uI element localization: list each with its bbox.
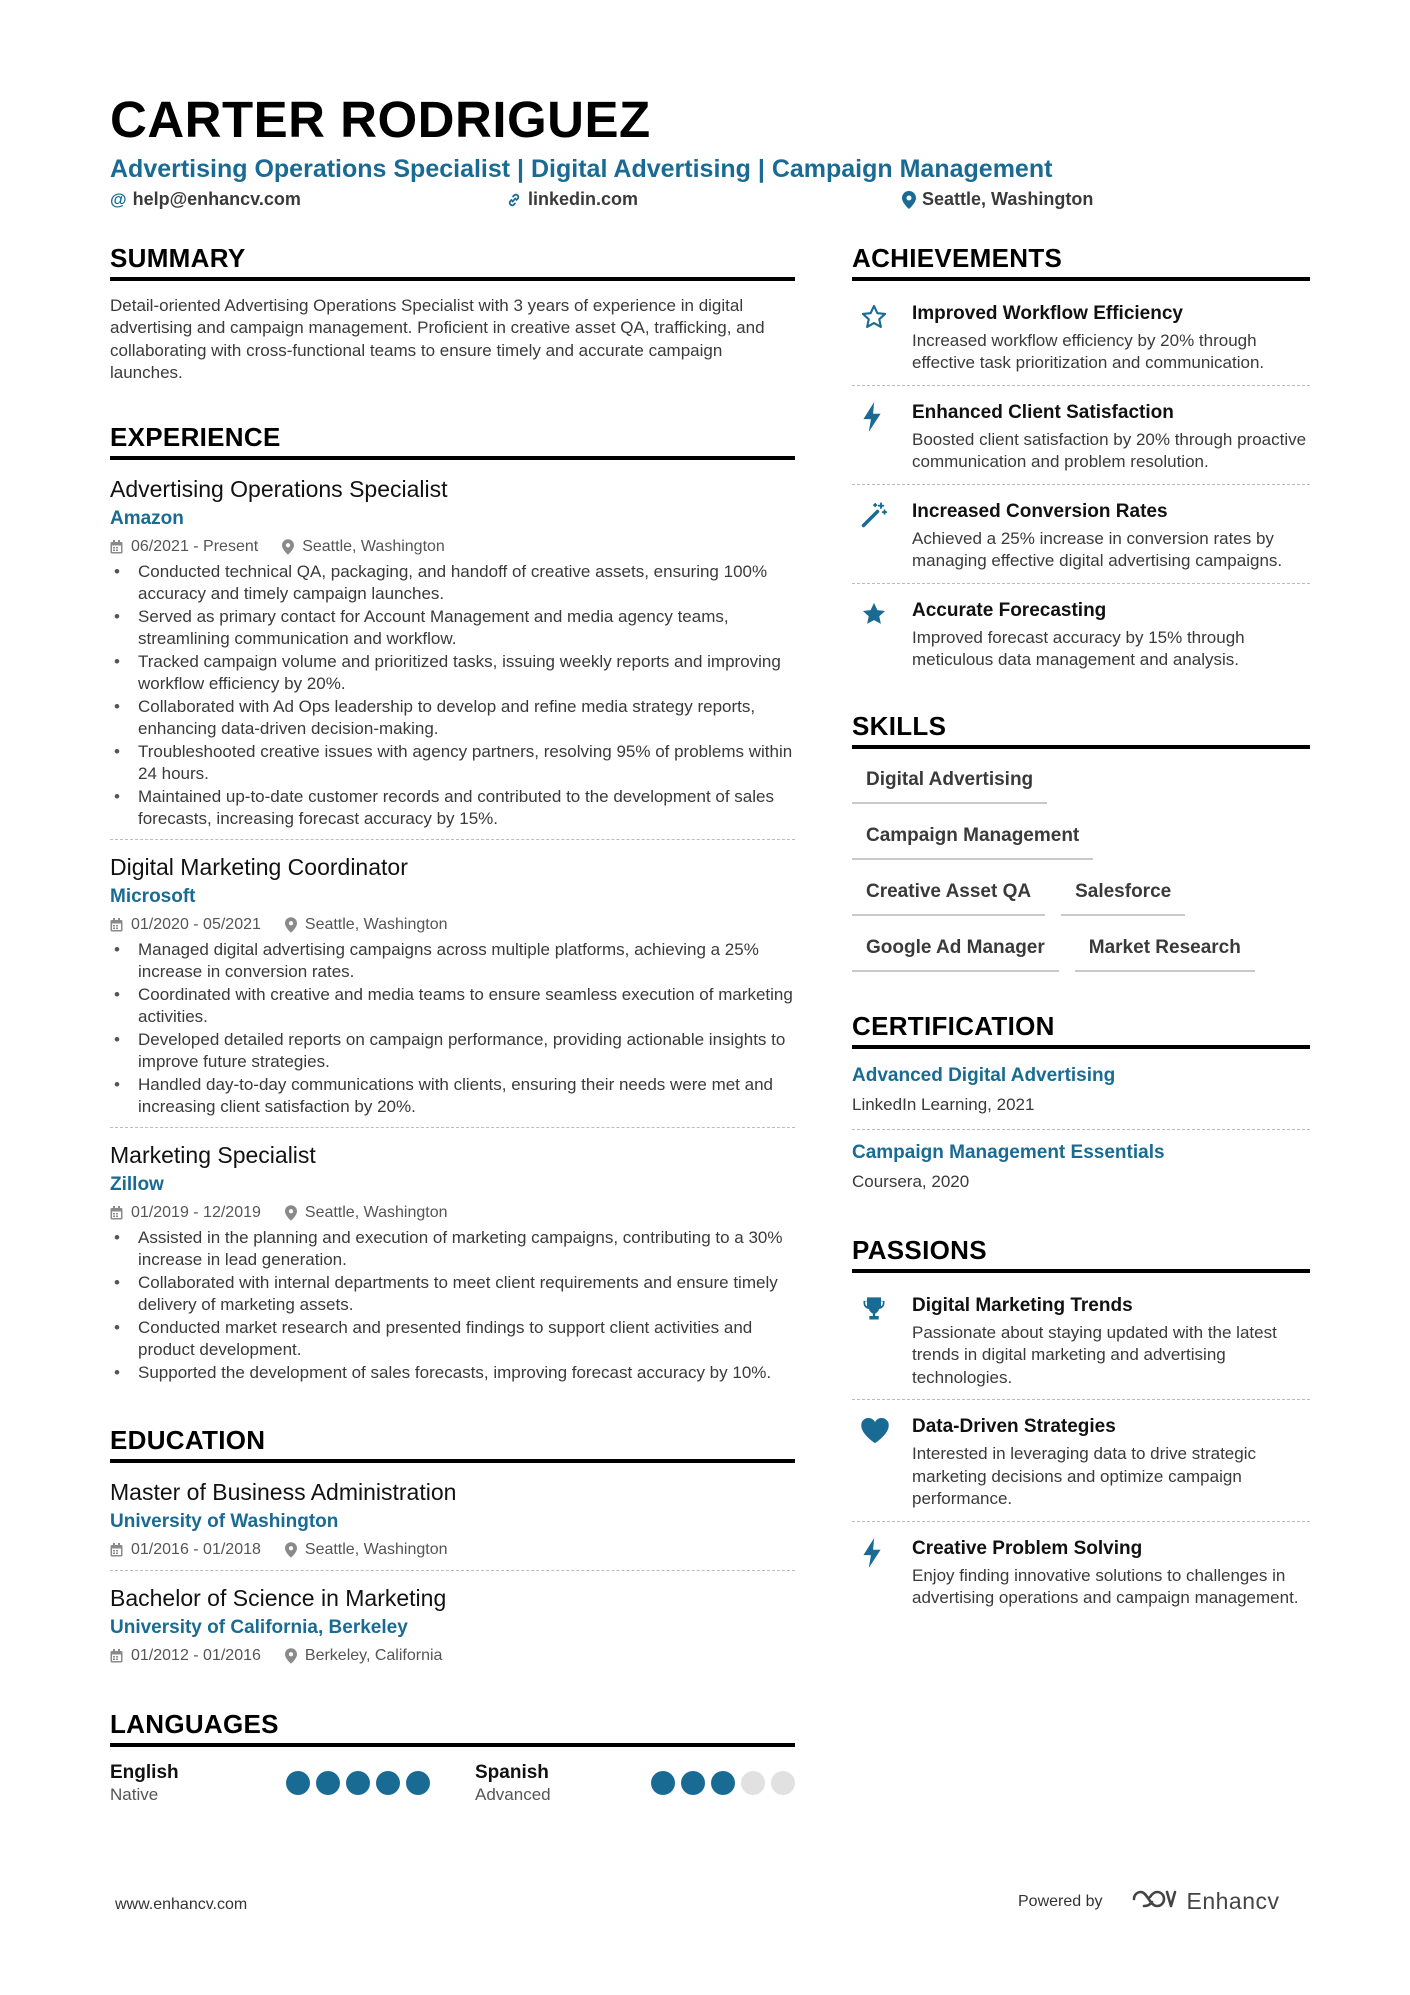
magic-wand-icon <box>852 499 912 573</box>
right-column <box>852 244 1310 1620</box>
bullet: • Maintained up-to-date customer records and contributed to the development of sales forecasts, increasing forecast accuracy by 15%. <box>110 786 795 831</box>
achievement-title: Improved Workflow Efficiency <box>912 302 1183 324</box>
certification-item <box>852 1063 1310 1130</box>
education-location-text: Berkeley, California <box>304 1647 443 1665</box>
achievement-item <box>852 592 1310 682</box>
education-item <box>110 1477 795 1571</box>
job-title: Advertising Operations Specialist <box>110 475 448 502</box>
summary-text: Detail-oriented Advertising Operations Specialist with 3 years of experience in digital advertising and campaign management. Proficient in creative asset QA, trafficking, and collaborating with cross-functional teams to ensure timely and accurate campaign launches. <box>110 295 765 383</box>
skill-tag: Creative Asset QA <box>852 875 1045 916</box>
passions-section <box>852 1236 1310 1620</box>
skills-section <box>852 712 1310 972</box>
passion-item <box>852 1287 1310 1401</box>
contact-email[interactable] <box>110 189 301 210</box>
bolt-icon <box>852 1536 912 1610</box>
certification-issuer: Coursera, 2020 <box>852 1171 970 1191</box>
bullet: • Developed detailed reports on campaign performance, providing actionable insights to improve future strategies. <box>110 1029 795 1074</box>
company-name: Microsoft <box>110 885 196 907</box>
job-bullets <box>110 939 795 1119</box>
achievements-section <box>852 244 1310 682</box>
job-meta <box>110 535 795 559</box>
bullet: • Managed digital advertising campaigns across multiple platforms, achieving a 25% increase in conversion rates. <box>110 939 795 984</box>
bullet: • Assisted in the planning and execution of marketing campaigns, contributing to a 30% increase in lead generation. <box>110 1227 795 1272</box>
contact-linkedin[interactable] <box>506 189 638 210</box>
experience-section <box>110 423 795 1392</box>
job-title: Marketing Specialist <box>110 1141 316 1168</box>
passion-desc: Passionate about staying updated with the latest trends in digital marketing and advertising technologies. <box>912 1322 1277 1387</box>
achievement-desc: Improved forecast accuracy by 15% through meticulous data management and analysis. <box>912 627 1245 670</box>
linkedin-text: linkedin.com <box>528 189 639 209</box>
skill-tag: Google Ad Manager <box>852 931 1059 972</box>
passion-desc: Interested in leveraging data to drive strategic marketing decisions and optimize campaign performance. <box>912 1444 1256 1509</box>
bullet: • Conducted market research and presented findings to support client activities and product development. <box>110 1317 795 1362</box>
rating-dot <box>316 1771 340 1795</box>
rating-dot <box>741 1771 765 1795</box>
degree: Bachelor of Science in Marketing <box>110 1585 447 1612</box>
experience-item <box>110 852 795 1128</box>
bullet: • Supported the development of sales forecasts, improving forecast accuracy by 10%. <box>110 1362 795 1385</box>
job-bullets <box>110 561 795 831</box>
education-item <box>110 1583 795 1676</box>
passion-item <box>852 1530 1310 1620</box>
achievement-title: Accurate Forecasting <box>912 599 1107 621</box>
achievement-desc: Achieved a 25% increase in conversion rates by managing effective digital advertising campaigns. <box>912 528 1283 571</box>
passion-desc: Enjoy finding innovative solutions to challenges in advertising operations and campaign management. <box>912 1565 1299 1608</box>
rating-dot <box>681 1771 705 1795</box>
calendar-icon <box>110 1206 123 1220</box>
location-text: Seattle, Washington <box>922 189 1094 209</box>
certification-item <box>852 1140 1310 1206</box>
calendar-icon <box>110 540 123 554</box>
achievement-title: Increased Conversion Rates <box>912 500 1168 522</box>
passion-title: Digital Marketing Trends <box>912 1294 1133 1316</box>
education-dates: 01/2016 - 01/2018 <box>131 1541 261 1559</box>
summary-heading: SUMMARY <box>110 244 795 281</box>
star-outline-icon <box>852 301 912 375</box>
calendar-icon <box>110 1543 123 1557</box>
education-location <box>285 1538 448 1562</box>
rating-dot <box>771 1771 795 1795</box>
location-pin-icon <box>285 1648 297 1664</box>
bullet: • Coordinated with creative and media teams to ensure seamless execution of marketing activities. <box>110 984 795 1029</box>
achievement-item <box>852 295 1310 386</box>
passion-title: Data-Driven Strategies <box>912 1416 1116 1438</box>
language-item <box>475 1761 795 1806</box>
heart-icon <box>852 1414 912 1511</box>
school-name: University of California, Berkeley <box>110 1617 408 1639</box>
certification-title: Campaign Management Essentials <box>852 1141 1165 1163</box>
headline: Advertising Operations Specialist | Digital Advertising | Campaign Management <box>110 155 1053 183</box>
passion-title: Creative Problem Solving <box>912 1537 1143 1559</box>
job-bullets <box>110 1227 795 1385</box>
passions-heading: PASSIONS <box>852 1236 1310 1273</box>
bullet: • Conducted technical QA, packaging, and handoff of creative assets, ensuring 100% accuracy and timely campaign launches. <box>110 561 795 606</box>
achievement-title: Enhanced Client Satisfaction <box>912 401 1174 423</box>
degree: Master of Business Administration <box>110 1479 457 1506</box>
education-meta <box>110 1538 795 1562</box>
language-rating <box>651 1771 795 1795</box>
bullet: • Troubleshooted creative issues with agency partners, resolving 95% of problems within 24 hours. <box>110 741 795 786</box>
job-dates: 06/2021 - Present <box>131 537 259 555</box>
skill-tag: Market Research <box>1075 931 1255 972</box>
education-heading: EDUCATION <box>110 1426 795 1463</box>
job-location-text: Seattle, Washington <box>304 1203 448 1221</box>
language-rating <box>286 1771 430 1795</box>
footer-branding[interactable] <box>1018 1887 1280 1916</box>
skill-tag: Campaign Management <box>852 819 1093 860</box>
language-name: Spanish <box>475 1762 549 1784</box>
company-name: Zillow <box>110 1173 164 1195</box>
star-filled-icon <box>852 598 912 672</box>
bullet: • Collaborated with Ad Ops leadership to develop and refine media strategy reports, enhancing data-driven decision-making. <box>110 696 795 741</box>
certification-section <box>852 1012 1310 1206</box>
rating-dot <box>346 1771 370 1795</box>
job-meta <box>110 1201 795 1225</box>
skills-heading: SKILLS <box>852 712 1310 749</box>
language-item <box>110 1761 430 1806</box>
experience-item <box>110 474 795 840</box>
job-dates: 01/2020 - 05/2021 <box>131 915 261 933</box>
footer-website[interactable]: www.enhancv.com <box>115 1896 248 1913</box>
achievement-item <box>852 394 1310 485</box>
location-pin-icon <box>902 191 916 209</box>
achievement-item <box>852 493 1310 584</box>
experience-heading: EXPERIENCE <box>110 423 795 460</box>
location-pin-icon <box>285 1205 297 1221</box>
rating-dot <box>376 1771 400 1795</box>
achievements-heading: ACHIEVEMENTS <box>852 244 1310 281</box>
languages-list <box>110 1761 795 1806</box>
certification-issuer: LinkedIn Learning, 2021 <box>852 1094 1035 1114</box>
job-dates: 01/2019 - 12/2019 <box>131 1203 261 1221</box>
education-meta <box>110 1644 795 1668</box>
at-icon: @ <box>110 189 127 209</box>
achievement-desc: Increased workflow efficiency by 20% through effective task prioritization and communication. <box>912 330 1265 373</box>
education-location-text: Seattle, Washington <box>304 1541 448 1559</box>
certification-heading: CERTIFICATION <box>852 1012 1310 1049</box>
enhancv-logo-icon <box>1131 1887 1177 1916</box>
languages-section <box>110 1710 795 1806</box>
rating-dot <box>286 1771 310 1795</box>
trophy-icon <box>852 1293 912 1390</box>
job-location <box>285 913 448 937</box>
job-location-text: Seattle, Washington <box>302 537 445 555</box>
job-title: Digital Marketing Coordinator <box>110 853 408 880</box>
rating-dot <box>711 1771 735 1795</box>
bullet: • Tracked campaign volume and prioritized tasks, issuing weekly reports and improving workflow efficiency by 20%. <box>110 651 795 696</box>
location-pin-icon <box>285 1542 297 1558</box>
skill-tag: Salesforce <box>1061 875 1185 916</box>
certification-title: Advanced Digital Advertising <box>852 1064 1116 1086</box>
location-pin-icon <box>285 917 297 933</box>
link-icon <box>506 192 522 208</box>
calendar-icon <box>110 1649 123 1663</box>
school-name: University of Washington <box>110 1511 339 1533</box>
skill-tag: Digital Advertising <box>852 763 1047 804</box>
rating-dot <box>406 1771 430 1795</box>
candidate-name: CARTER RODRIGUEZ <box>110 91 651 148</box>
left-column <box>110 244 795 1806</box>
passion-item <box>852 1408 1310 1522</box>
contact-location <box>902 189 1093 210</box>
rating-dot <box>651 1771 675 1795</box>
job-location-text: Seattle, Washington <box>304 915 448 933</box>
education-dates: 01/2012 - 01/2016 <box>131 1647 261 1665</box>
brand-name: Enhancv <box>1186 1888 1280 1914</box>
job-location <box>282 535 445 559</box>
education-location <box>285 1644 443 1668</box>
language-level: Advanced <box>475 1785 551 1805</box>
language-name: English <box>110 1762 179 1784</box>
company-name: Amazon <box>110 507 184 529</box>
email-text: help@enhancv.com <box>132 189 301 209</box>
summary-section <box>110 244 795 385</box>
job-meta <box>110 913 795 937</box>
bullet: • Handled day-to-day communications with clients, ensuring their needs were met and increasing client satisfaction by 20%. <box>110 1074 795 1119</box>
job-location <box>285 1201 448 1225</box>
location-pin-icon <box>282 539 294 555</box>
languages-heading: LANGUAGES <box>110 1710 795 1747</box>
bullet: • Served as primary contact for Account Management and media agency teams, streamlining communication and workflow. <box>110 606 795 651</box>
calendar-icon <box>110 918 123 932</box>
powered-by-label: Powered by <box>1018 1892 1103 1910</box>
language-level: Native <box>110 1785 159 1805</box>
bullet: • Collaborated with internal departments to meet client requirements and ensure timely delivery of marketing assets. <box>110 1272 795 1317</box>
education-section <box>110 1426 795 1676</box>
experience-item <box>110 1140 795 1393</box>
achievement-desc: Boosted client satisfaction by 20% through proactive communication and problem resolution. <box>912 429 1307 472</box>
skills-list <box>852 763 1310 972</box>
bolt-icon <box>852 400 912 474</box>
